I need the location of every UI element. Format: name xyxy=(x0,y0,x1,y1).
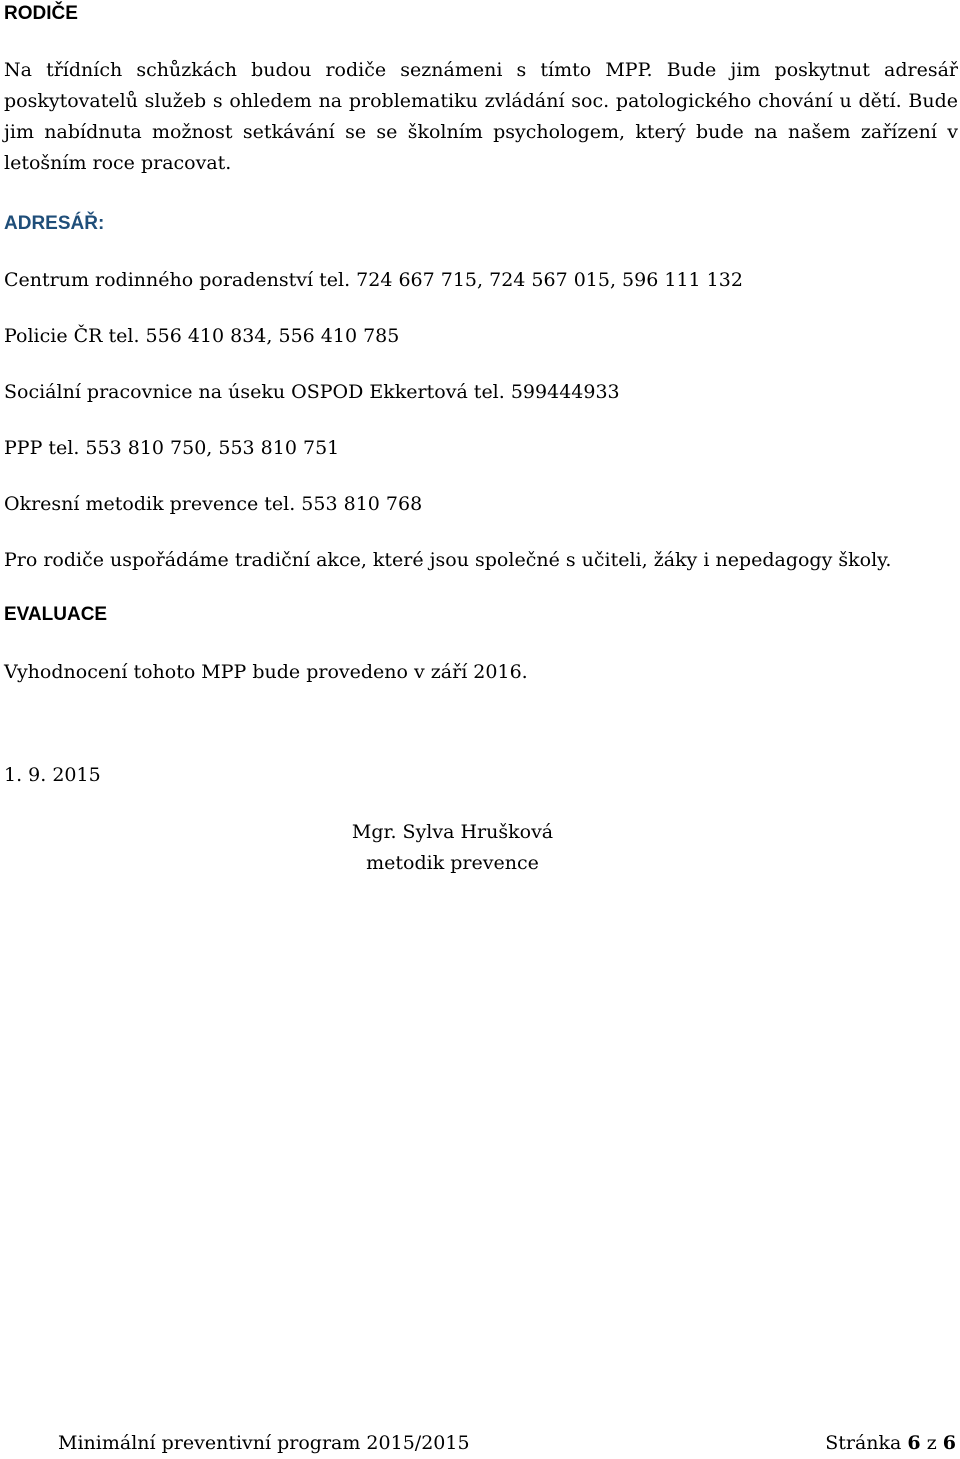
footer-page-of: z xyxy=(926,1432,937,1454)
footer-title: Minimální preventivní program 2015/2015 xyxy=(58,1432,470,1454)
directory-entry-family-center: Centrum rodinného poradenství tel. 724 667 715, 724 567 015, 596 111 132 xyxy=(4,269,743,291)
document-date: 1. 9. 2015 xyxy=(4,764,101,786)
directory-entry-methodologist: Okresní metodik prevence tel. 553 810 768 xyxy=(4,493,423,515)
directory-entry-ppp: PPP tel. 553 810 750, 553 810 751 xyxy=(4,437,340,459)
signature-name: Mgr. Sylva Hrušková xyxy=(351,821,554,843)
section-heading-evaluation: EVALUACE xyxy=(4,604,108,625)
footer-page-current: 6 xyxy=(907,1432,921,1454)
signature-block xyxy=(330,817,575,879)
signature-role: metodik prevence xyxy=(366,852,539,874)
footer-page-label: Stránka xyxy=(825,1432,902,1454)
footer-page-total: 6 xyxy=(942,1432,956,1454)
directory-entry-police: Policie ČR tel. 556 410 834, 556 410 785 xyxy=(4,325,400,347)
parents-events-note: Pro rodiče uspořádáme tradiční akce, které jsou společné s učiteli, žáky i nepedagogy školy. xyxy=(4,549,892,571)
directory-entry-social-worker: Sociální pracovnice na úseku OSPOD Ekkertová tel. 599444933 xyxy=(4,381,620,403)
section-heading-parents: RODIČE xyxy=(4,3,78,24)
footer-page-number xyxy=(825,1430,956,1456)
parents-paragraph: Na třídních schůzkách budou rodiče seznámeni s tímto MPP. Bude jim poskytnut adresář poskytovatelů služeb s ohledem na problematiku zvládání soc. patologického chování u dětí. Bude jim nabídnuta možnost setkávání se se školním psychologem, který bude na našem zařízení v letošním roce pracovat. xyxy=(4,59,958,174)
evaluation-text: Vyhodnocení tohoto MPP bude provedeno v září 2016. xyxy=(4,661,528,683)
section-heading-directory: ADRESÁŘ: xyxy=(4,213,105,234)
